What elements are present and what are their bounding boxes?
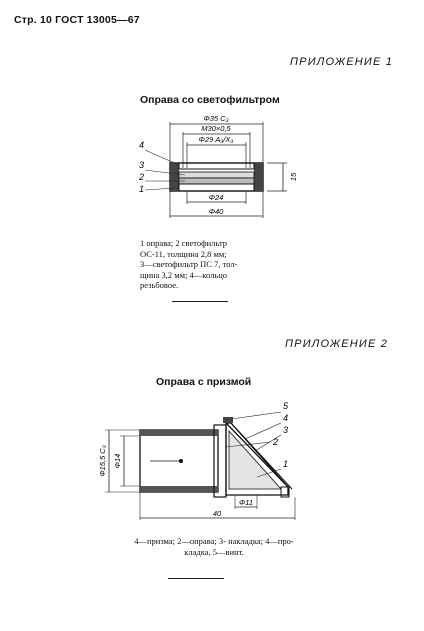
dim-d11: Φ11 bbox=[238, 498, 254, 507]
appendix-1-caption bbox=[140, 238, 290, 291]
caption-line: ОС-11, толщина 2,8 мм; bbox=[140, 248, 227, 259]
screw-top bbox=[223, 417, 233, 423]
filter-mount-drawing bbox=[105, 108, 305, 228]
filter-3 bbox=[179, 172, 254, 178]
callout-4: 4 bbox=[139, 140, 145, 150]
mount-left-wall bbox=[170, 163, 179, 191]
callout-5: 5 bbox=[283, 401, 289, 411]
dim-d29: Φ29 A₃/X₃ bbox=[198, 135, 234, 144]
caption-line: 3—светофильтр ПС 7, тол- bbox=[140, 259, 238, 269]
callout-3: 3 bbox=[139, 160, 145, 170]
appendix-1-title: Оправа со светофильтром bbox=[140, 94, 280, 106]
callout-3: 3 bbox=[283, 425, 289, 435]
dim-d40: Φ40 bbox=[208, 207, 224, 216]
appendix-1-heading: ПРИЛОЖЕНИЕ 1 bbox=[290, 56, 394, 68]
dim-d14: Φ14 bbox=[113, 453, 122, 469]
caption-line: резьбовое. bbox=[140, 280, 179, 290]
mount-right-wall bbox=[254, 163, 263, 191]
prism-mount-drawing bbox=[95, 395, 310, 520]
dim-h15: 15 bbox=[289, 172, 298, 182]
callout-2: 2 bbox=[139, 172, 145, 182]
callout-2: 2 bbox=[273, 437, 279, 447]
dim-d35: Φ35 C₃ bbox=[203, 114, 229, 123]
dim-m30: M30×0,5 bbox=[201, 124, 231, 133]
caption-line: кладка, 5—винт. bbox=[184, 546, 244, 557]
appendix-2-title: Оправа с призмой bbox=[156, 376, 252, 388]
caption-line: 4—призма; 2—оправа; 3- накладка; 4—про- bbox=[134, 536, 294, 546]
filter-2 bbox=[179, 178, 254, 184]
dim-d155: Φ15,5 C₃ bbox=[98, 445, 107, 477]
caption-line: щина 3,2 мм; 4—кольцо bbox=[140, 269, 228, 280]
separator-rule bbox=[172, 301, 228, 302]
appendix-2-caption bbox=[104, 536, 324, 557]
callout-1: 1 bbox=[283, 459, 289, 469]
appendix-2-heading: ПРИЛОЖЕНИЕ 2 bbox=[285, 338, 389, 350]
separator-rule bbox=[168, 578, 224, 579]
retaining-ring bbox=[179, 163, 254, 169]
dim-l40: 40 bbox=[212, 509, 222, 518]
page-header: Стр. 10 ГОСТ 13005—67 bbox=[14, 14, 140, 26]
tube-top-wall bbox=[140, 430, 218, 436]
mount-bottom bbox=[179, 184, 254, 191]
dim-d24: Φ24 bbox=[208, 193, 224, 202]
callout-1: 1 bbox=[139, 184, 145, 194]
tube-bottom-wall bbox=[140, 486, 218, 492]
callout-4: 4 bbox=[283, 413, 289, 423]
caption-line: 1 оправа; 2 светофильтр bbox=[140, 238, 228, 248]
